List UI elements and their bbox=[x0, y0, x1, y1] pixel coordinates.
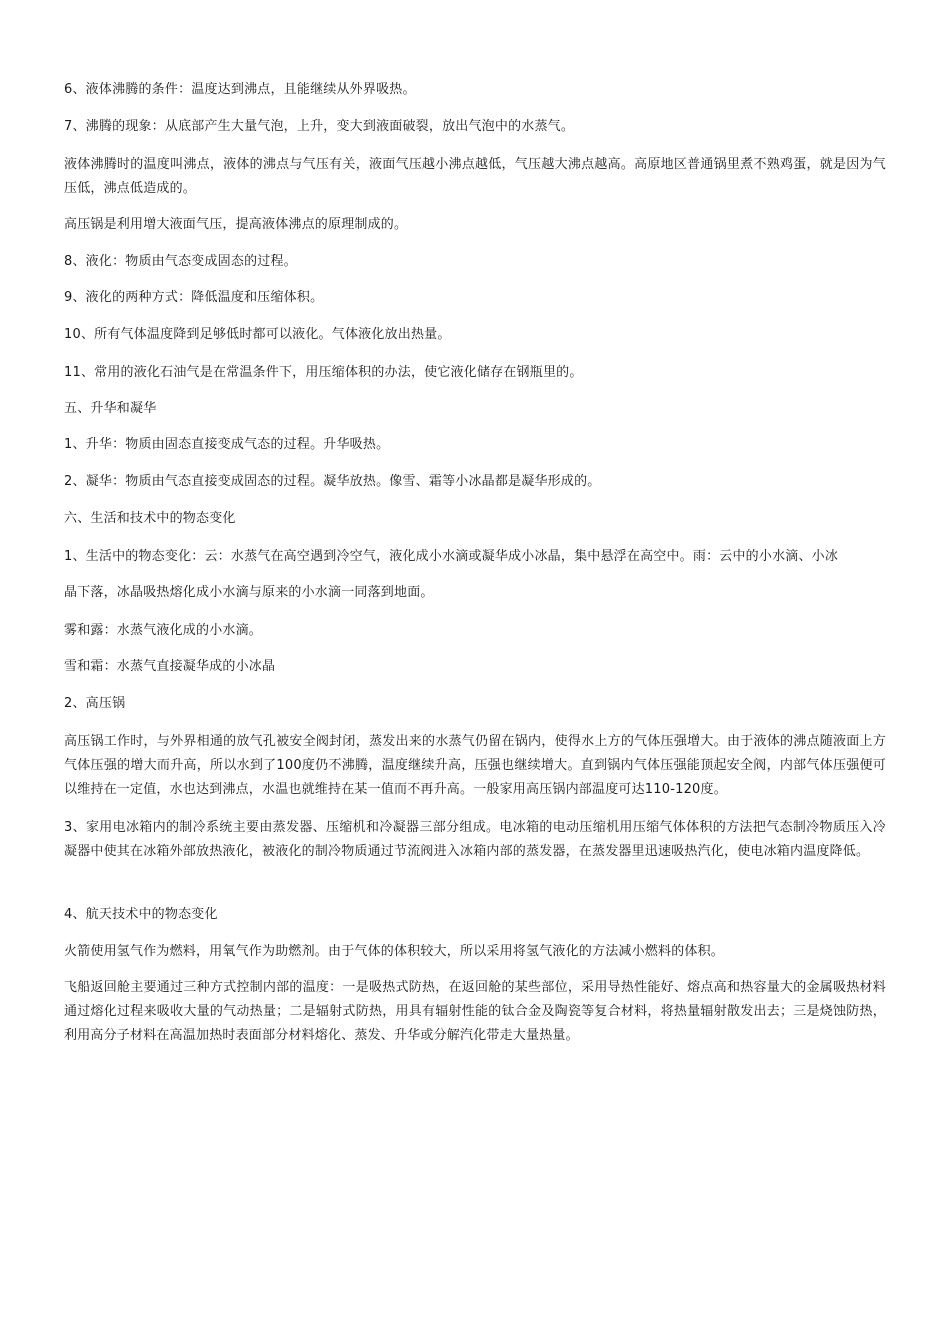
paragraph-clouds-rain: 1、生活中的物态变化：云：水蒸气在高空遇到冷空气，液化成小水滴或凝华成小冰晶，集中悬浮在高空中。雨：云中的小水滴、小冰 bbox=[64, 549, 839, 564]
paragraph-pressure-cooker-principle: 高压锅是利用增大液面气压，提高液体沸点的原理制成的。 bbox=[64, 217, 408, 232]
paragraph-boiling-condition: 6、液体沸腾的条件：温度达到沸点，且能继续从外界吸热。 bbox=[64, 82, 416, 97]
paragraph-boiling-point: 液体沸腾时的温度叫沸点，液体的沸点与气压有关，液面气压越小沸点越低，气压越大沸点越高。高原地区普通锅里煮不熟鸡蛋，就是因为气压低，沸点低造成的。 bbox=[64, 157, 886, 196]
paragraph-liquefaction: 8、液化：物质由气态变成固态的过程。 bbox=[64, 254, 297, 269]
paragraph-clouds-rain-continued: 晶下落，冰晶吸热熔化成小水滴与原来的小水滴一同落到地面。 bbox=[64, 585, 434, 600]
paragraph-snow-frost: 雪和霜：水蒸气直接凝华成的小冰晶 bbox=[64, 659, 276, 674]
paragraph-pressure-cooker: 高压锅工作时，与外界相通的放气孔被安全阀封闭，蒸发出来的水蒸气仍留在锅内，使得水上方的气体压强增大。由于液体的沸点随液面上方气体压强的增大而升高，所以水到了100度仍不沸腾，温度继续升高，压强也继续增大。直到锅内气体压强能顶起安全阀，内部气体压强便可以维持在一定值，水也达到沸点，水温也就维持在某一值而不再升高。一般家用高压锅内部温度可达110-120度。 bbox=[64, 734, 886, 797]
subheading-pressure-cooker: 2、高压锅 bbox=[64, 696, 126, 711]
paragraph-liquefaction-methods: 9、液化的两种方式：降低温度和压缩体积。 bbox=[64, 290, 324, 305]
paragraph-capsule-thermal-protection: 飞船返回舱主要通过三种方式控制内部的温度：一是吸热式防热，在返回舱的某些部位，采用导热性能好、熔点高和热容量大的金属吸热材料通过熔化过程来吸收大量的气动热量；二是辐射式防热，用具有辐射性能的钛合金及陶瓷等复合材料，将热量辐射散发出去；三是烧蚀防热，利用高分子材料在高温加热时表面部分材料熔化、蒸发、升华或分解汽化带走大量热量。 bbox=[64, 980, 886, 1043]
paragraph-fog-dew: 雾和露：水蒸气液化成的小水滴。 bbox=[64, 623, 263, 638]
paragraph-refrigerator: 3、家用电冰箱内的制冷系统主要由蒸发器、压缩机和冷凝器三部分组成。电冰箱的电动压缩机用压缩气体体积的方法把气态制冷物质压入冷凝器中使其在冰箱外部放热液化，被液化的制冷物质通过节流阀进入冰箱内部的蒸发器，在蒸发器里迅速吸热汽化，使电冰箱内温度降低。 bbox=[64, 820, 886, 859]
section-heading-sublimation: 五、升华和凝华 bbox=[64, 401, 157, 416]
paragraph-boiling-phenomenon: 7、沸腾的现象：从底部产生大量气泡，上升，变大到液面破裂，放出气泡中的水蒸气。 bbox=[64, 119, 575, 134]
paragraph-gas-liquefaction: 10、所有气体温度降到足够低时都可以液化。气体液化放出热量。 bbox=[64, 327, 451, 342]
paragraph-deposition: 2、凝华：物质由气态直接变成固态的过程。凝华放热。像雪、霜等小冰晶都是凝华形成的。 bbox=[64, 474, 601, 489]
paragraph-rocket-fuel: 火箭使用氢气作为燃料，用氧气作为助燃剂。由于气体的体积较大，所以采用将氢气液化的方法减小燃料的体积。 bbox=[64, 944, 725, 959]
section-heading-daily-life: 六、生活和技术中的物态变化 bbox=[64, 511, 236, 526]
paragraph-lpg: 11、常用的液化石油气是在常温条件下，用压缩体积的办法，使它液化储存在钢瓶里的。 bbox=[64, 365, 583, 380]
subheading-aerospace: 4、航天技术中的物态变化 bbox=[64, 907, 218, 922]
paragraph-sublimation: 1、升华：物质由固态直接变成气态的过程。升华吸热。 bbox=[64, 437, 390, 452]
